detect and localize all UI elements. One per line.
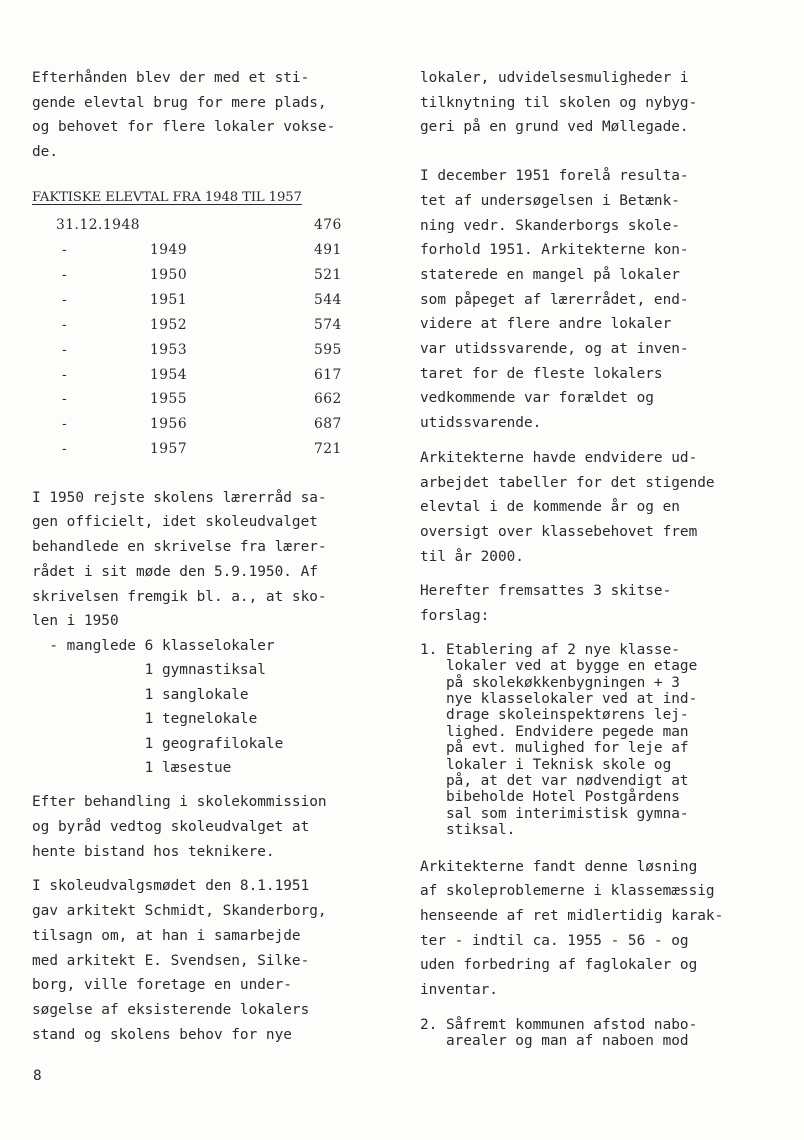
year-cell: 1953 xyxy=(150,341,188,358)
text-line: forhold 1951. Arkitekterne kon- xyxy=(420,242,689,259)
count-cell: 521 xyxy=(314,267,342,284)
text-line: I december 1951 forelå resulta- xyxy=(420,168,689,185)
text-line: Efter behandling i skolekommission xyxy=(32,794,327,811)
text-line: vedkommende var forældet og xyxy=(420,390,654,407)
year-cell: 1950 xyxy=(150,267,188,284)
count-cell: 595 xyxy=(314,341,342,358)
dash-cell: - xyxy=(62,441,68,458)
text-line: oversigt over klassebehovet frem xyxy=(420,523,698,540)
text-line: på, at det var nødvendigt at xyxy=(420,773,689,790)
text-line: hente bistand hos teknikere. xyxy=(32,843,275,860)
text-line: lighed. Endvidere pegede man xyxy=(420,723,689,740)
count-cell: 662 xyxy=(314,391,342,408)
paragraph-commission xyxy=(32,790,392,864)
list-item: 1 læsestue xyxy=(32,759,232,776)
text-line: arbejdet tabeller for det stigende xyxy=(420,474,715,491)
text-line: len i 1950 xyxy=(32,613,119,630)
text-line: tet af undersøgelsen i Betænk- xyxy=(420,192,680,209)
text-line: rådet i sit møde den 5.9.1950. Af xyxy=(32,563,318,580)
text-line: gen officielt, idet skoleudvalget xyxy=(32,514,318,531)
text-line: geri på en grund ved Møllegade. xyxy=(420,119,689,136)
dash-cell: - xyxy=(62,416,68,433)
left-column xyxy=(32,66,392,1047)
text-line: og byråd vedtog skoleudvalget at xyxy=(32,819,310,836)
text-line: I 1950 rejste skolens lærerråd sa- xyxy=(32,489,327,506)
table-heading: FAKTISKE ELEVTAL FRA 1948 TIL 1957 xyxy=(32,189,302,205)
count-cell: 721 xyxy=(314,441,342,458)
text-line: skrivelsen fremgik bl. a., at sko- xyxy=(32,588,327,605)
year-cell: 1956 xyxy=(150,416,188,433)
text-line: behandlede en skrivelse fra lærer- xyxy=(32,539,327,556)
year-cell: 1951 xyxy=(150,291,188,308)
table-row xyxy=(32,287,374,312)
table-row xyxy=(32,412,374,437)
text-line: ter - indtil ca. 1955 - 56 - og xyxy=(420,932,689,949)
text-line: på skolekøkkenbygningen + 3 xyxy=(420,674,680,691)
paragraph-meeting xyxy=(32,874,392,1047)
text-line: til år 2000. xyxy=(420,548,524,565)
text-line: utidssvarende. xyxy=(420,415,542,432)
count-cell: 476 xyxy=(314,217,342,234)
count-cell: 544 xyxy=(314,291,342,308)
count-cell: 491 xyxy=(314,242,342,259)
list-item: 1 sanglokale xyxy=(32,686,249,703)
list-item: 1 geografilokale xyxy=(32,735,284,752)
table-row xyxy=(32,213,374,238)
table-row xyxy=(32,263,374,288)
table-row xyxy=(32,437,374,462)
text-line: stiksal. xyxy=(420,822,516,839)
text-line: videre at flere andre lokaler xyxy=(420,316,672,333)
text-line: gav arkitekt Schmidt, Skanderborg, xyxy=(32,903,327,920)
count-cell: 617 xyxy=(314,366,342,383)
year-cell: 1955 xyxy=(150,391,188,408)
text-line: af skoleproblemerne i klassemæssig xyxy=(420,883,715,900)
text-line: nye klasselokaler ved at ind- xyxy=(420,690,698,707)
right-column xyxy=(420,66,770,1050)
paragraph-december-1951 xyxy=(420,164,770,436)
text-line: lokaler ved at bygge en etage xyxy=(420,658,698,675)
count-cell: 687 xyxy=(314,416,342,433)
text-line: 1. Etablering af 2 nye klasse- xyxy=(420,641,680,658)
missing-rooms-list xyxy=(32,634,392,780)
text-line: gende elevtal brug for mere plads, xyxy=(32,94,327,111)
text-line: henseende af ret midlertidig karak- xyxy=(420,908,724,925)
text-line: med arkitekt E. Svendsen, Silke- xyxy=(32,952,310,969)
text-line: på evt. mulighed for leje af xyxy=(420,740,689,757)
text-line: 2. Såfremt kommunen afstod nabo- xyxy=(420,1016,698,1033)
text-line: sal som interimistisk gymna- xyxy=(420,805,689,822)
list-item: - manglede 6 klasselokaler xyxy=(32,637,275,654)
text-line: taret for de fleste lokalers xyxy=(420,365,663,382)
year-cell: 1949 xyxy=(150,242,188,259)
table-row xyxy=(32,312,374,337)
text-line: og behovet for flere lokaler vokse- xyxy=(32,119,336,136)
text-line: ning vedr. Skanderborgs skole- xyxy=(420,217,680,234)
text-line: borg, ville foretage en under- xyxy=(32,977,292,994)
text-line: lokaler, udvidelsesmuligheder i xyxy=(420,70,689,86)
dash-cell: - xyxy=(62,366,68,383)
dash-cell: - xyxy=(62,242,68,259)
list-item: 1 tegnelokale xyxy=(32,711,258,728)
text-line: staterede en mangel på lokaler xyxy=(420,266,680,283)
text-line: var utidssvarende, og at inven- xyxy=(420,341,689,358)
dash-cell: - xyxy=(62,341,68,358)
text-line: I skoleudvalgsmødet den 8.1.1951 xyxy=(32,878,310,895)
dash-cell: - xyxy=(62,267,68,284)
text-line: bibeholde Hotel Postgårdens xyxy=(420,789,680,806)
paragraph-tables xyxy=(420,446,770,570)
table-row xyxy=(32,362,374,387)
text-line: som påpeget af lærerrådet, end- xyxy=(420,291,689,308)
text-line: Efterhånden blev der med et sti- xyxy=(32,70,310,86)
count-cell: 574 xyxy=(314,316,342,333)
text-line: Herefter fremsattes 3 skitse- xyxy=(420,583,672,600)
text-line: de. xyxy=(32,144,58,161)
text-line: Arkitekterne fandt denne løsning xyxy=(420,858,698,875)
text-line: arealer og man af naboen mod xyxy=(420,1033,689,1050)
text-line: inventar. xyxy=(420,982,498,999)
page-number: 8 xyxy=(33,1068,42,1084)
paragraph-assessment xyxy=(420,855,770,1003)
table-row xyxy=(32,238,374,263)
proposal-item-2 xyxy=(420,1017,770,1050)
text-line: uden forbedring af faglokaler og xyxy=(420,957,698,974)
text-line: drage skoleinspektørens lej- xyxy=(420,707,689,724)
text-line: elevtal i de kommende år og en xyxy=(420,499,680,516)
text-line: stand og skolens behov for nye xyxy=(32,1026,292,1043)
table-row xyxy=(32,337,374,362)
table-row xyxy=(32,387,374,412)
paragraph-1950 xyxy=(32,486,392,634)
list-item: 1 gymnastiksal xyxy=(32,662,266,679)
year-cell: 1952 xyxy=(150,316,188,333)
text-line: Arkitekterne havde endvidere ud- xyxy=(420,449,698,466)
date-cell: 31.12.1948 xyxy=(56,217,140,234)
dash-cell: - xyxy=(62,391,68,408)
intro-paragraph xyxy=(32,66,392,165)
text-line: tilsagn om, at han i samarbejde xyxy=(32,927,301,944)
dash-cell: - xyxy=(62,291,68,308)
dash-cell: - xyxy=(62,316,68,333)
text-line: tilknytning til skolen og nybyg- xyxy=(420,94,698,111)
year-cell: 1954 xyxy=(150,366,188,383)
text-line: søgelse af eksisterende lokalers xyxy=(32,1002,310,1018)
enrollment-table xyxy=(32,213,374,462)
paragraph-continuation xyxy=(420,66,770,140)
proposal-item-1 xyxy=(420,642,770,839)
year-cell: 1957 xyxy=(150,441,188,458)
text-line: lokaler i Teknisk skole og xyxy=(420,756,672,773)
paragraph-proposals xyxy=(420,579,770,628)
text-line: forslag: xyxy=(420,608,490,625)
